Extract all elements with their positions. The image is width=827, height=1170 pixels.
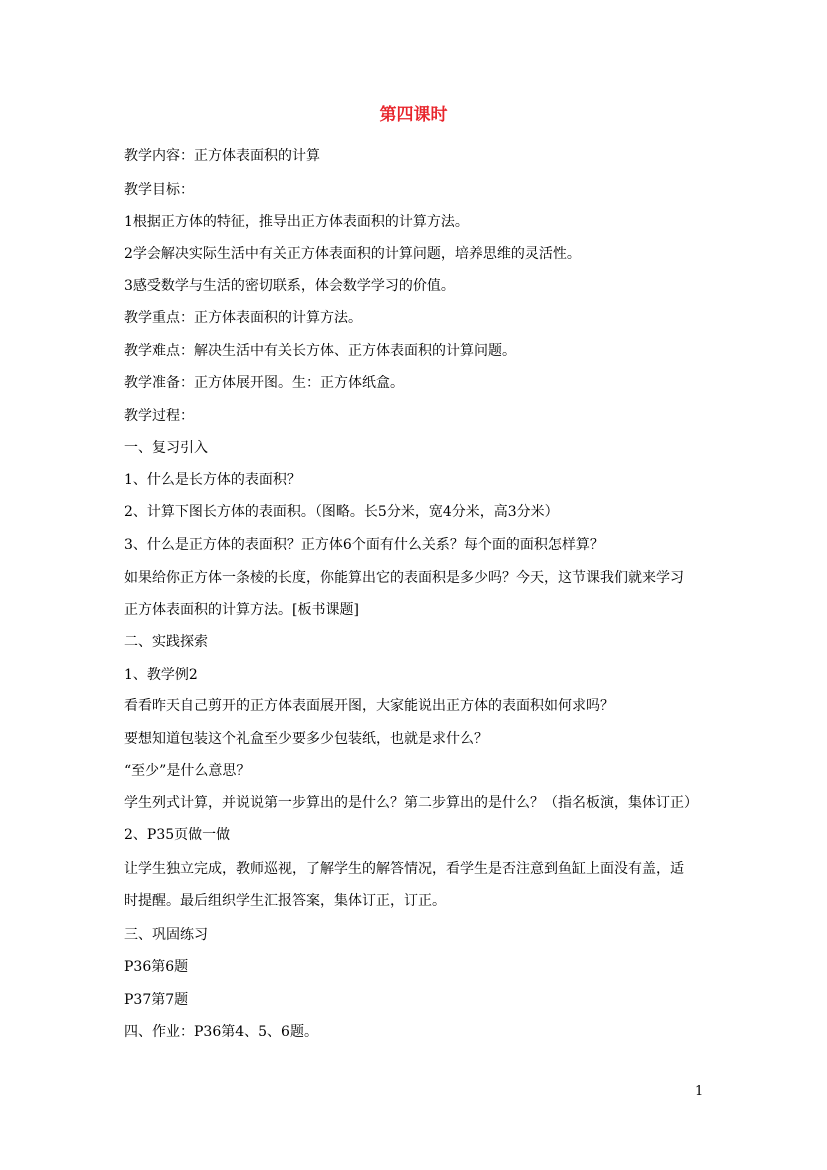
teaching-focus: 教学重点：正方体表面积的计算方法。 [124, 310, 362, 326]
independent-work-line-1: 让学生独立完成，教师巡视，了解学生的解答情况，看学生是否注意到鱼缸上面没有盖，适 [124, 861, 684, 877]
homework: 四、作业：P36第4、5、6题。 [124, 1024, 318, 1040]
p35-try-it: 2、P35页做一做 [124, 827, 231, 843]
section-review-intro: 一、复习引入 [124, 440, 208, 456]
goal-3: 3感受数学与生活的密切联系，体会数学学习的价值。 [124, 278, 455, 294]
section-practice-explore: 二、实践探索 [124, 634, 208, 650]
intro-paragraph-line-1: 如果给你正方体一条棱的长度，你能算出它的表面积是多少吗？今天，这节课我们就来学习 [124, 570, 684, 586]
teaching-preparation: 教学准备：正方体展开图。生：正方体纸盒。 [124, 375, 404, 391]
teaching-goals-heading: 教学目标： [124, 182, 194, 198]
independent-work-line-2: 时提醒。最后组织学生汇报答案，集体订正，订正。 [124, 893, 446, 909]
student-calculation: 学生列式计算，并说说第一步算出的是什么？第二步算出的是什么？（指名板演，集体订正） [124, 795, 698, 811]
example-question-1: 看看昨天自己剪开的正方体表面展开图，大家能说出正方体的表面积如何求吗？ [124, 698, 614, 714]
exercise-p37-7: P37第7题 [124, 992, 189, 1008]
example-question-3: “至少”是什么意思？ [124, 763, 251, 779]
section-consolidation: 三、巩固练习 [124, 927, 208, 943]
teaching-process-heading: 教学过程： [124, 408, 194, 424]
example-2-heading: 1、教学例2 [124, 667, 198, 683]
goal-1: 1根据正方体的特征，推导出正方体表面积的计算方法。 [124, 214, 469, 230]
intro-paragraph-line-2: 正方体表面积的计算方法。[板书课题] [124, 602, 359, 618]
review-question-2: 2、计算下图长方体的表面积。（图略。长5分米，宽4分米，高3分米） [124, 504, 559, 520]
lesson-title: 第四课时 [379, 105, 448, 125]
teaching-content: 教学内容：正方体表面积的计算 [124, 148, 320, 164]
teaching-difficulty: 教学难点：解决生活中有关长方体、正方体表面积的计算问题。 [124, 343, 516, 359]
example-question-2: 要想知道包装这个礼盒至少要多少包装纸，也就是求什么？ [124, 731, 488, 747]
exercise-p36-6: P36第6题 [124, 959, 189, 975]
review-question-3: 3、什么是正方体的表面积？正方体6个面有什么关系？每个面的面积怎样算？ [124, 537, 604, 553]
review-question-1: 1、什么是长方体的表面积？ [124, 472, 301, 488]
page-number: 1 [695, 1084, 704, 1099]
goal-2: 2学会解决实际生活中有关正方体表面积的计算问题，培养思维的灵活性。 [124, 246, 581, 262]
